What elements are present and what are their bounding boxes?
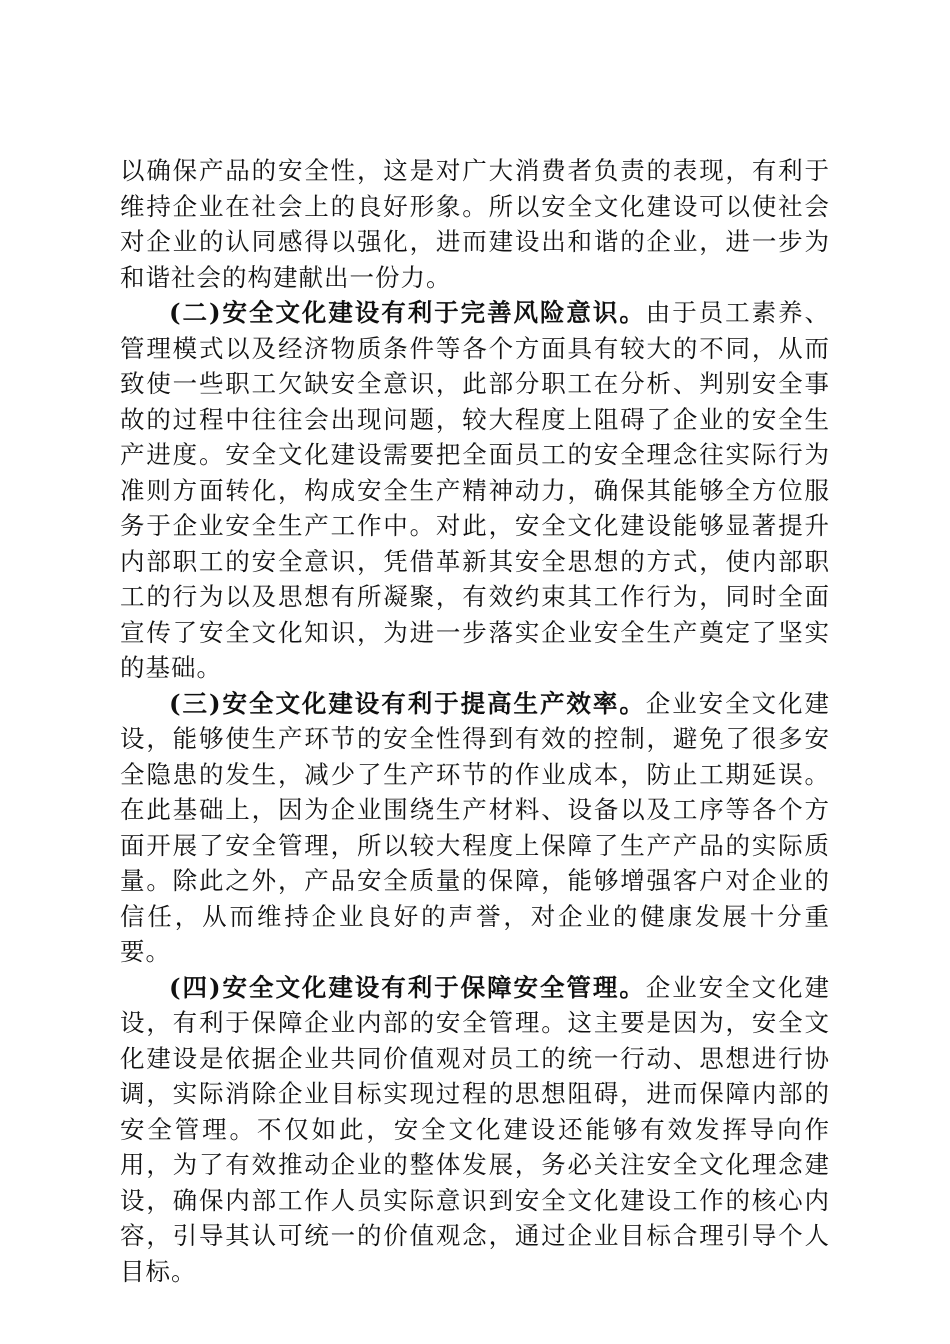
paragraph-heading: (四)安全文化建设有利于保障安全管理。 (169, 972, 646, 1002)
paragraph-safety-management (120, 970, 830, 1290)
paragraph-heading: (二)安全文化建设有利于完善风险意识。 (169, 298, 646, 327)
paragraph-text: 企业安全文化建设，有利于保障企业内部的安全管理。这主要是因为，安全文化建设是依据企业共同价值观对员工的统一行动、思想进行协调，实际消除企业目标实现过程的思想阻碍，进而保障内部的安全管理。不仅如此，安全文化建设还能够有效发挥导向作用，为了有效推动企业的整体发展，务必关注安全文化理念建设，确保内部工作人员实际意识到安全文化建设工作的核心内容，引导其认可统一的价值观念，通过企业目标合理引导个人目标。 (120, 972, 830, 1286)
paragraph-production-efficiency (120, 686, 830, 970)
paragraph-heading: (三)安全文化建设有利于提高生产效率。 (169, 688, 646, 718)
paragraph-risk-awareness (120, 295, 830, 686)
document-body (120, 153, 830, 1289)
paragraph-text: 企业安全文化建设，能够使生产环节的安全性得到有效的控制，避免了很多安全隐患的发生，减少了生产环节的作业成本，防止工期延误。在此基础上，因为企业围绕生产材料、设备以及工序等各个方面开展了安全管理，所以较大程度上保障了生产产品的实际质量。除此之外，产品安全质量的保障，能够增强客户对企业的信任，从而维持企业良好的声誉，对企业的健康发展十分重要。 (120, 688, 830, 966)
paragraph-text: 以确保产品的安全性，这是对广大消费者负责的表现，有利于维持企业在社会上的良好形象。所以安全文化建设可以使社会对企业的认同感得以强化，进而建设出和谐的企业，进一步为和谐社会的构建献出一份力。 (120, 156, 830, 292)
paragraph-text: 由于员工素养、管理模式以及经济物质条件等各个方面具有较大的不同，从而致使一些职工欠缺安全意识，此部分职工在分析、判别安全事故的过程中往往会出现问题，较大程度上阻碍了企业的安全生产进度。安全文化建设需要把全面员工的安全理念往实际行为准则方面转化，构成安全生产精神动力，确保其能够全方位服务于企业安全生产工作中。对此，安全文化建设能够显著提升内部职工的安全意识，凭借革新其安全思想的方式，使内部职工的行为以及思想有所凝聚，有效约束其工作行为，同时全面宣传了安全文化知识，为进一步落实企业安全生产奠定了坚实的基础。 (120, 298, 830, 682)
paragraph-continuation (120, 153, 830, 295)
